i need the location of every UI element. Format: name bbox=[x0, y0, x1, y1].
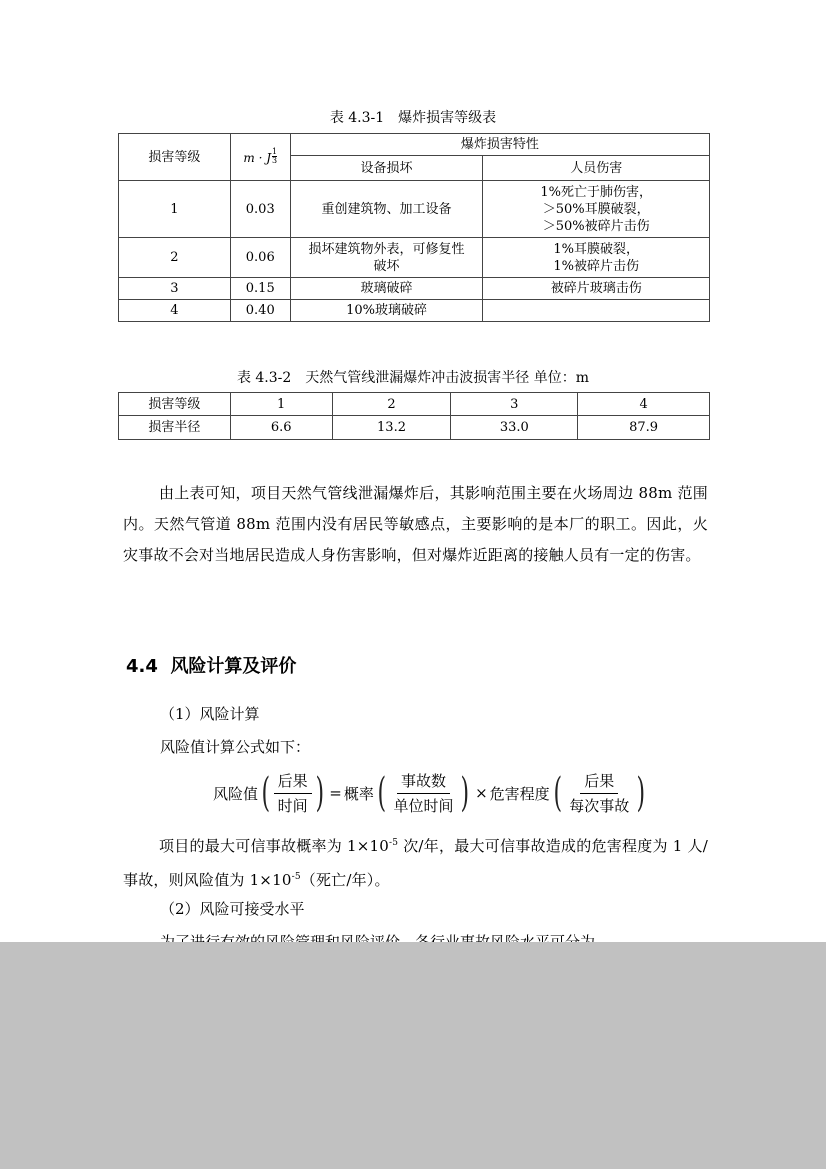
table2-caption: 表 4.3-2 天然气管线泄漏爆炸冲击波损害半径 单位：m bbox=[236, 370, 590, 386]
header-mj: m · J $\frac{1}{3}$ bbox=[230, 134, 290, 181]
value-cell: 0.15 bbox=[230, 278, 290, 300]
personnel-cell: 1%耳膜破裂， 1%被碎片击伤 bbox=[483, 238, 710, 278]
section-heading bbox=[126, 652, 296, 678]
personnel-cell: 被碎片玻璃击伤 bbox=[483, 278, 710, 300]
formula-term-severity: 危害程度 bbox=[489, 784, 550, 803]
level-cell: 4 bbox=[119, 300, 231, 322]
section-number: 4.4 bbox=[126, 656, 158, 677]
radius-cell: 33.0 bbox=[451, 416, 578, 440]
value-cell: 0.40 bbox=[230, 300, 290, 322]
table-row bbox=[119, 416, 710, 440]
section-title: 风险计算及评价 bbox=[170, 656, 297, 677]
personnel-cell bbox=[483, 300, 710, 322]
equipment-cell: 10%玻璃破碎 bbox=[290, 300, 483, 322]
equipment-cell: 重创建筑物、加工设备 bbox=[290, 181, 483, 238]
value-cell: 0.06 bbox=[230, 238, 290, 278]
paragraph-conclusion: 由上表可知，项目天然气管线泄漏爆炸后，其影响范围主要在火场周边 88m 范围内。天然气管道 88m 范围内没有居民等敏感点，主要影响的是本厂的职工。因此，火灾事故不会对当地居民造成人身伤害影响，但对爆炸近距离的接触人员有一定的伤害。 bbox=[123, 484, 708, 564]
paragraph-risk-value: 项目的最大可信事故概率为 $1\times 10^{-5}$ 次/年，最大可信事故造成的危害程度为 1 人/事故，则风险值为 $1\times 10^{-5}$（死亡/年）。 bbox=[123, 837, 708, 889]
damage-radius-table bbox=[118, 392, 710, 440]
formula-fraction-probability: $\frac{\text{事故数}}{\text{单位时间}}$ bbox=[393, 771, 454, 815]
level-cell: 3 bbox=[119, 278, 231, 300]
risk-formula: 风险值 ( $\frac{\text{后果}}{\text{时间}}$ ) = 概率 ( $\frac{\text{事故数}}{\text{单位时间}}$ ) × 危害程度 ( $\frac{\text{后果}}{\text{每次事故}}$ ) bbox=[213, 770, 646, 816]
level-cell: 1 bbox=[119, 181, 231, 238]
table-row bbox=[119, 393, 710, 416]
radius-header-cell: 3 bbox=[451, 393, 578, 416]
radius-header-cell: 1 bbox=[230, 393, 332, 416]
gray-overlay bbox=[0, 942, 826, 1169]
table-row bbox=[119, 181, 710, 238]
table-row bbox=[119, 300, 710, 322]
radius-cell: 损害半径 bbox=[119, 416, 231, 440]
radius-cell: 87.9 bbox=[578, 416, 710, 440]
radius-cell: 13.2 bbox=[332, 416, 451, 440]
equipment-cell: 损坏建筑物外表，可修复性破坏 bbox=[290, 238, 483, 278]
header-feature: 爆炸损害特性 bbox=[290, 134, 709, 156]
header-level: 损害等级 bbox=[119, 134, 231, 181]
formula-fraction-lhs: $\frac{\text{后果}}{\text{时间}}$ bbox=[274, 771, 312, 816]
radius-header-cell: 4 bbox=[578, 393, 710, 416]
table-row bbox=[119, 238, 710, 278]
damage-level-table bbox=[118, 133, 710, 322]
level-cell: 2 bbox=[119, 238, 231, 278]
radius-header-cell: 2 bbox=[332, 393, 451, 416]
subheading-acceptable-level: （2）风险可接受水平 bbox=[160, 900, 305, 918]
formula-fraction-severity: $\frac{\text{后果}}{\text{每次事故}}$ bbox=[569, 771, 630, 815]
formula-lhs: 风险值 bbox=[213, 784, 259, 803]
formula-term-probability: 概率 bbox=[343, 784, 374, 803]
header-personnel: 人员伤害 bbox=[483, 156, 710, 181]
formula-intro: 风险值计算公式如下： bbox=[160, 738, 311, 756]
table-row bbox=[119, 278, 710, 300]
value-cell: 0.03 bbox=[230, 181, 290, 238]
equipment-cell: 玻璃破碎 bbox=[290, 278, 483, 300]
table1-caption: 表 4.3-1 爆炸损害等级表 bbox=[329, 110, 497, 126]
personnel-cell: 1%死亡于肺伤害， ＞50%耳膜破裂， ＞50%被碎片击伤 bbox=[483, 181, 710, 238]
subheading-risk-calc: （1）风险计算 bbox=[160, 705, 260, 723]
radius-header-cell: 损害等级 bbox=[119, 393, 231, 416]
header-equipment: 设备损坏 bbox=[290, 156, 483, 181]
radius-cell: 6.6 bbox=[230, 416, 332, 440]
